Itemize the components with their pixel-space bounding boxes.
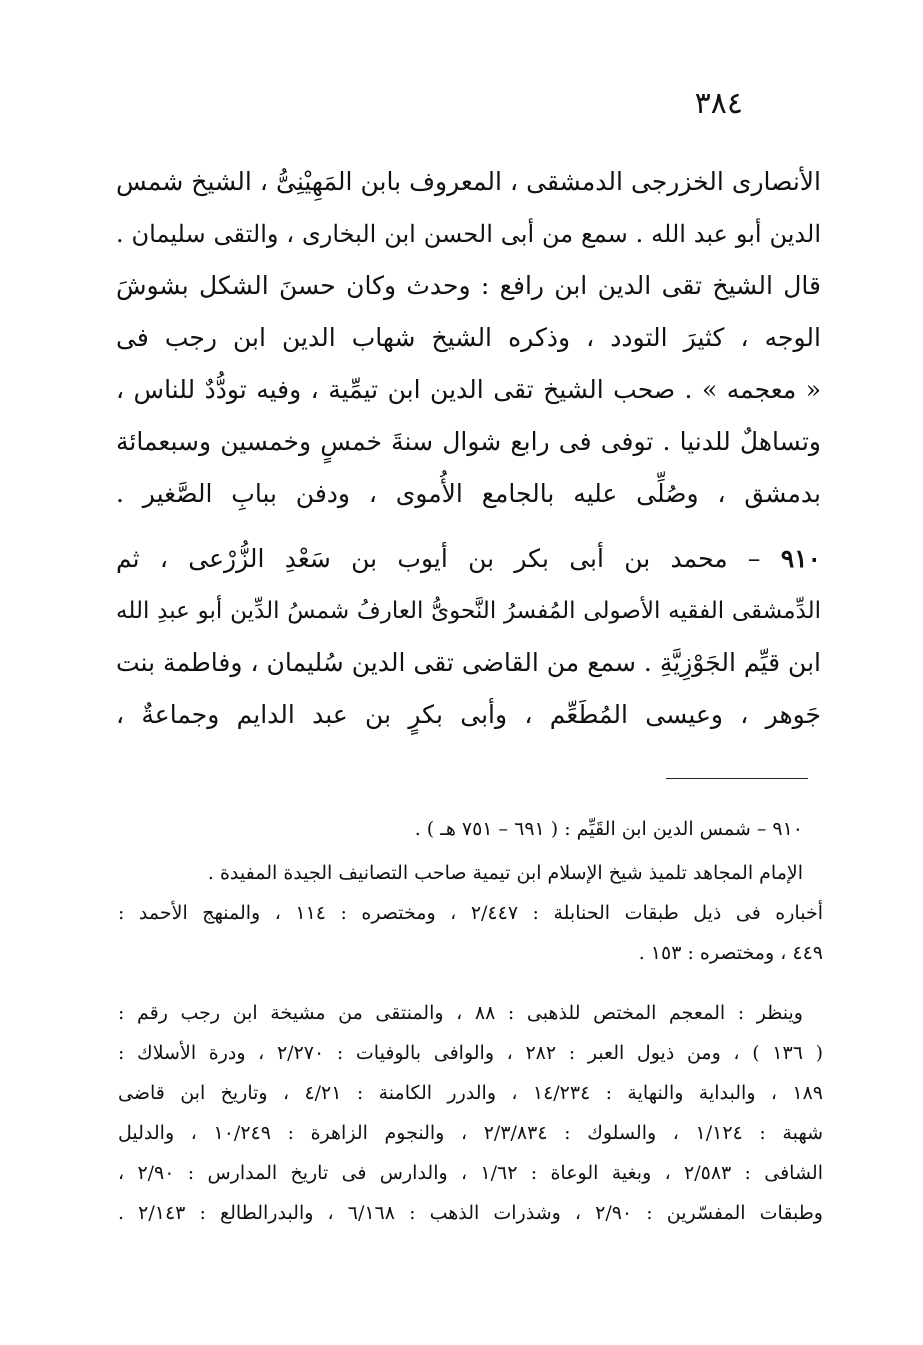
footnote-line: الشافى : ٢/٥٨٣ ، وبغية الوعاة : ١/٦٢ ، والدارس فى تاريخ المدارس : ٢/٩٠ ،: [118, 1162, 823, 1184]
footnote-line: وطبقات المفسّرين : ٢/٩٠ ، وشذرات الذهب : ٦/١٦٨ ، والبدرالطالع : ٢/١٤٣ .: [118, 1202, 823, 1224]
footnote-paragraph-2: [118, 993, 823, 1233]
footnote-line: أخباره فى ذيل طبقات الحنابلة : ٢/٤٤٧ ، ومختصره : ١١٤ ، والمنهج الأحمد :: [118, 902, 823, 924]
text-line: قال الشيخ تقى الدين ابن رافع : وحدث وكان حسنَ الشكل بشوشَ: [116, 271, 821, 300]
text-line: الأنصارى الخزرجى الدمشقى ، المعروف بابن المَهِيْنِىُّ ، الشيخ شمس: [116, 167, 821, 196]
entry-number: ٩١٠: [780, 544, 821, 573]
footnote-line: الإمام المجاهد تلميذ شيخ الإسلام ابن تيمية صاحب التصانيف الجيدة المفيدة .: [207, 862, 803, 884]
page-number: ٣٨٤: [694, 86, 743, 121]
biography-entry: [116, 533, 821, 741]
footnote-line: شهبة : ١/١٢٤ ، والسلوك : ٢/٣/٨٣٤ ، والنجوم الزاهرة : ١٠/٢٤٩ ، والدليل: [118, 1122, 824, 1144]
footnote-header-block: [118, 809, 823, 849]
footnote-line: ٤٤٩ ، ومختصره : ١٥٣ .: [638, 942, 823, 964]
text-line: بدمشق ، وصُلِّى عليه بالجامع الأُموى ، ودفن ببابِ الصَّغير .: [116, 479, 821, 508]
text-line: ابن قيِّم الجَوْزِيَّةِ . سمع من القاضى تقى الدين سُليمان ، وفاطمة بنت: [116, 648, 821, 677]
footnote-divider: [666, 778, 808, 779]
text-line: جَوهر ، وعيسى المُطَعِّم ، وأبى بكرٍ بن عبد الدايم وجماعةٌ ،: [116, 700, 822, 729]
main-text-continuation: [116, 156, 821, 520]
text-line: الوجه ، كثيرَ التودد ، وذكره الشيخ شهاب الدين ابن رجب فى: [116, 323, 821, 352]
entry-first-line: [116, 533, 821, 585]
footnote-line: ( ١٣٦ ) ، ومن ذيول العبر : ٢٨٢ ، والوافى بالوفيات : ٢/٢٧٠ ، ودرة الأسلاك :: [118, 1042, 823, 1064]
text-line: « معجمه » . صحب الشيخ تقى الدين ابن تيمِّية ، وفيه تودُّدٌ للناس ،: [116, 375, 821, 404]
footnote-line: ١٨٩ ، والبداية والنهاية : ١٤/٢٣٤ ، والدرر الكامنة : ٤/٢١ ، وتاريخ ابن قاضى: [118, 1082, 823, 1104]
footnote-line: وينظر : المعجم المختص للذهبى : ٨٨ ، والمنتقى من مشيخة ابن رجب رقم :: [118, 1002, 803, 1024]
text-line: الدِّمشقى الفقيه الأصولى المُفسرُ النَّحوىُّ العارفُ شمسُ الدِّين أبو عبدِ الله: [116, 598, 821, 624]
footnote-header: ٩١٠ – شمس الدين ابن القَيِّم : ( ٦٩١ – ٧٥١ هـ ) .: [414, 818, 803, 840]
text-line: الدين أبو عبد الله . سمع من أبى الحسن ابن البخارى ، والتقى سليمان .: [116, 220, 821, 248]
footnote-paragraph-1: [118, 853, 823, 973]
text-line: وتساهلٌ للدنيا . توفى فى رابع شوال سنةَ خمسٍ وخمسين وسبعمائة: [116, 427, 821, 456]
entry-first-line-text: محمد بن أبى بكر بن أيوب بن سَعْدِ الزُّرْعى ، ثم: [116, 544, 728, 573]
entry-dash: –: [747, 544, 761, 573]
